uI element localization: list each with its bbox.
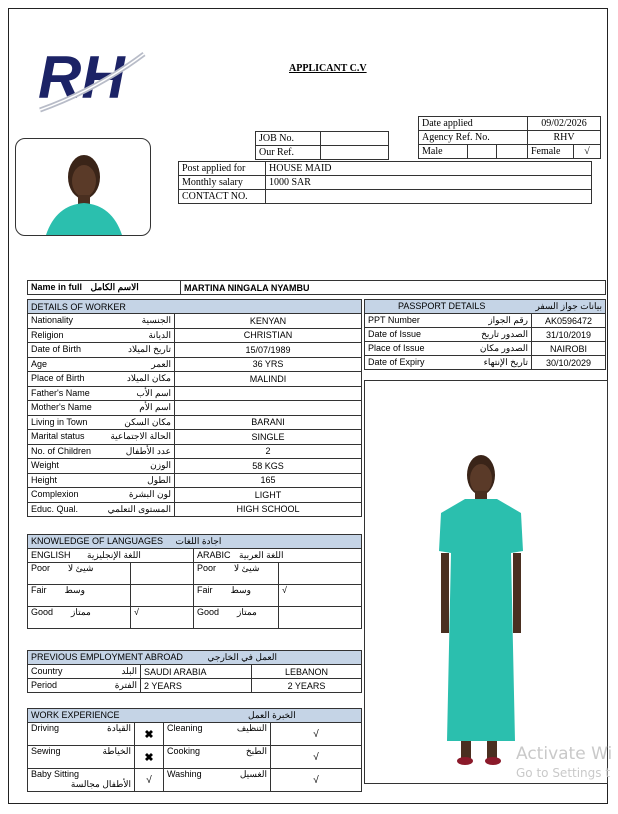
english-level-mark: √ bbox=[131, 607, 194, 629]
lang-level: Fair bbox=[197, 585, 213, 595]
worker-label: Educ. Qual. bbox=[31, 503, 79, 514]
language-row bbox=[28, 585, 362, 607]
skill-label: Cleaning bbox=[167, 723, 203, 733]
country-2: LEBANON bbox=[252, 665, 362, 679]
lang-level-ar: وسط bbox=[64, 585, 85, 595]
worker-row bbox=[28, 459, 362, 474]
applicant-photo-small bbox=[15, 138, 151, 236]
worker-label-cell bbox=[28, 401, 175, 416]
skill-label-ar: الخياطة bbox=[102, 746, 131, 756]
passport-row bbox=[365, 328, 606, 342]
skill-label-ar: الغسيل bbox=[239, 769, 267, 779]
lang-level: Poor bbox=[197, 563, 217, 573]
arabic-level-mark bbox=[279, 563, 362, 585]
period-1: 2 YEARS bbox=[141, 679, 252, 693]
country-label: Country bbox=[31, 666, 63, 676]
arabic-level-mark bbox=[279, 607, 362, 629]
passport-row bbox=[365, 356, 606, 370]
male-value bbox=[468, 145, 497, 159]
lang-level-ar: ممتاز bbox=[237, 607, 257, 617]
languages-table bbox=[27, 534, 362, 629]
contact-label: CONTACT NO. bbox=[179, 190, 266, 204]
passport-label: Date of Expiry bbox=[368, 357, 425, 367]
worker-label-ar: اسم الأم bbox=[139, 402, 171, 413]
worker-label: Father's Name bbox=[31, 387, 90, 398]
worker-label-cell bbox=[28, 415, 175, 430]
job-no-label: JOB No. bbox=[256, 132, 321, 146]
period-label-ar: الفترة bbox=[114, 680, 137, 690]
worker-label-ar: عدد الأطفال bbox=[125, 445, 171, 456]
worker-label: Height bbox=[31, 474, 58, 485]
worker-label-cell bbox=[28, 459, 175, 474]
date-applied-value: 09/02/2026 bbox=[528, 117, 601, 131]
worker-label-cell bbox=[28, 372, 175, 387]
lang-level: Poor bbox=[31, 563, 51, 573]
skill-label: Sewing bbox=[31, 746, 61, 756]
skill-label-ar: الأطفال مجالسة bbox=[70, 779, 131, 789]
passport-label-ar: الصدور مكان bbox=[479, 343, 528, 353]
date-applied-label: Date applied bbox=[419, 117, 528, 131]
activation-watermark bbox=[516, 744, 612, 780]
name-table bbox=[27, 280, 606, 295]
languages-header-ar: اجادة اللغات bbox=[175, 536, 222, 546]
worker-label: Age bbox=[31, 358, 48, 369]
passport-table bbox=[364, 299, 606, 370]
agency-ref-label: Agency Ref. No. bbox=[419, 131, 528, 145]
lang-level-ar: وسط bbox=[230, 585, 251, 595]
worker-label-cell bbox=[28, 343, 175, 358]
languages-header: KNOWLEDGE OF LANGUAGES bbox=[31, 536, 164, 546]
passport-label-cell bbox=[365, 328, 532, 342]
worker-label-cell bbox=[28, 357, 175, 372]
worker-row bbox=[28, 502, 362, 517]
skill-label: Washing bbox=[167, 769, 202, 779]
experience-row bbox=[28, 746, 362, 769]
skill-cell bbox=[164, 723, 271, 746]
job-ref-table bbox=[255, 131, 389, 160]
english-level-mark bbox=[131, 563, 194, 585]
lang-level-en-cell bbox=[28, 563, 131, 585]
passport-label-cell bbox=[365, 356, 532, 370]
worker-label-ar: مكان السكن bbox=[124, 416, 171, 427]
worker-label-cell bbox=[28, 488, 175, 503]
worker-label-cell bbox=[28, 328, 175, 343]
passport-value: 31/10/2019 bbox=[532, 328, 606, 342]
experience-header: WORK EXPERIENCE bbox=[31, 710, 120, 720]
lang-level-ar: ممتاز bbox=[71, 607, 91, 617]
worker-label-ar: لون البشرة bbox=[128, 489, 171, 500]
worker-label-ar: الطول bbox=[147, 474, 171, 485]
worker-row bbox=[28, 415, 362, 430]
worker-value bbox=[175, 401, 362, 416]
lang-level: Good bbox=[31, 607, 54, 617]
worker-value: CHRISTIAN bbox=[175, 328, 362, 343]
post-label: Post applied for bbox=[179, 162, 266, 176]
skill-mark: √ bbox=[135, 769, 164, 792]
worker-label-ar: اسم الأب bbox=[136, 387, 171, 398]
worker-label: Living in Town bbox=[31, 416, 88, 427]
document-title: APPLICANT C.V bbox=[289, 63, 367, 74]
employment-table bbox=[27, 650, 362, 693]
skill-label: Cooking bbox=[167, 746, 201, 756]
worker-label-ar: تاريخ الميلاد bbox=[128, 344, 171, 355]
skill-label: Baby Sitting bbox=[31, 769, 80, 779]
worker-row bbox=[28, 430, 362, 445]
worker-row bbox=[28, 488, 362, 503]
arabic-label: ARABIC bbox=[197, 550, 231, 560]
worker-label-cell bbox=[28, 444, 175, 459]
passport-header-ar: بيانات جواز السفر bbox=[535, 301, 602, 311]
skill-cell bbox=[164, 746, 271, 769]
passport-label: PPT Number bbox=[368, 315, 420, 325]
skill-label-ar: القيادة bbox=[107, 723, 131, 733]
passport-row bbox=[365, 342, 606, 356]
worker-value: 58 KGS bbox=[175, 459, 362, 474]
worker-row bbox=[28, 372, 362, 387]
worker-label: Nationality bbox=[31, 315, 74, 326]
arabic-level-mark: √ bbox=[279, 585, 362, 607]
worker-label-cell bbox=[28, 430, 175, 445]
arabic-label-ar: اللغة العربية bbox=[239, 550, 284, 560]
lang-level: Good bbox=[197, 607, 220, 617]
employment-header: PREVIOUS EMPLOYMENT ABROAD bbox=[31, 652, 183, 662]
passport-header: PASSPORT DETAILS bbox=[398, 301, 486, 311]
skill-label: Driving bbox=[31, 723, 60, 733]
skill-mark: ✖ bbox=[135, 723, 164, 746]
worker-row bbox=[28, 473, 362, 488]
passport-label-ar: الصدور تاريخ bbox=[481, 329, 528, 339]
english-label: ENGLISH bbox=[31, 550, 71, 560]
country-1: SAUDI ARABIA bbox=[141, 665, 252, 679]
lang-level-ar: شيئ لا bbox=[234, 563, 260, 573]
passport-label-cell bbox=[365, 342, 532, 356]
worker-label-ar: الجنسية bbox=[141, 315, 171, 326]
watermark-line2: Go to Settings t bbox=[516, 766, 611, 780]
lang-level-ar: شيئ لا bbox=[68, 563, 94, 573]
english-level-mark bbox=[131, 585, 194, 607]
skill-cell bbox=[28, 769, 135, 792]
lang-level-ar-cell bbox=[194, 585, 279, 607]
lang-level-en-cell bbox=[28, 585, 131, 607]
worker-value: 2 bbox=[175, 444, 362, 459]
worker-label-ar: المستوى التعلمي bbox=[107, 503, 171, 514]
worker-row bbox=[28, 314, 362, 329]
language-row bbox=[28, 563, 362, 585]
skill-mark: ✖ bbox=[135, 746, 164, 769]
passport-value: NAIROBI bbox=[532, 342, 606, 356]
worker-value: 36 YRS bbox=[175, 357, 362, 372]
female-value: √ bbox=[574, 145, 601, 159]
lang-level-ar-cell bbox=[194, 563, 279, 585]
worker-value: KENYAN bbox=[175, 314, 362, 329]
passport-label-cell bbox=[365, 314, 532, 328]
applicant-photo-full bbox=[364, 380, 608, 784]
worker-label-cell bbox=[28, 314, 175, 329]
worker-label: Weight bbox=[31, 460, 59, 471]
experience-row bbox=[28, 769, 362, 792]
worker-value: MALINDI bbox=[175, 372, 362, 387]
worker-label: Marital status bbox=[31, 431, 85, 442]
worker-row bbox=[28, 328, 362, 343]
worker-label-ar: الوزن bbox=[150, 460, 171, 471]
worker-label: No. of Children bbox=[31, 445, 92, 456]
lang-level-ar-cell bbox=[194, 607, 279, 629]
passport-label-ar: تاريخ الإنتهاء bbox=[483, 357, 528, 367]
worker-value: 15/07/1989 bbox=[175, 343, 362, 358]
skill-label-ar: التنظيف bbox=[236, 723, 267, 733]
period-2: 2 YEARS bbox=[252, 679, 362, 693]
skill-cell bbox=[28, 746, 135, 769]
female-label: Female bbox=[528, 145, 574, 159]
skill-mark: √ bbox=[271, 769, 362, 792]
worker-label: Date of Birth bbox=[31, 344, 82, 355]
worker-value: LIGHT bbox=[175, 488, 362, 503]
salary-label: Monthly salary bbox=[179, 176, 266, 190]
worker-label-ar: العمر bbox=[151, 358, 171, 369]
skill-label-ar: الطبخ bbox=[245, 746, 267, 756]
worker-value: BARANI bbox=[175, 415, 362, 430]
company-logo bbox=[36, 40, 148, 116]
lang-level: Fair bbox=[31, 585, 47, 595]
skill-mark: √ bbox=[271, 746, 362, 769]
worker-label: Mother's Name bbox=[31, 402, 92, 413]
passport-value: AK0596472 bbox=[532, 314, 606, 328]
period-label: Period bbox=[31, 680, 58, 690]
post-value: HOUSE MAID bbox=[266, 162, 592, 176]
skill-mark: √ bbox=[271, 723, 362, 746]
worker-row bbox=[28, 401, 362, 416]
passport-value: 30/10/2029 bbox=[532, 356, 606, 370]
agency-ref-value: RHV bbox=[528, 131, 601, 145]
passport-label: Date of Issue bbox=[368, 329, 422, 339]
experience-row bbox=[28, 723, 362, 746]
watermark-line1: Activate Wi bbox=[516, 744, 613, 764]
lang-level-en-cell bbox=[28, 607, 131, 629]
post-table bbox=[178, 161, 592, 204]
worker-value bbox=[175, 386, 362, 401]
job-no-value bbox=[321, 132, 389, 146]
name-label: Name in full bbox=[31, 282, 83, 292]
worker-details-table bbox=[27, 299, 362, 517]
country-label-ar: البلد bbox=[121, 666, 137, 676]
our-ref-label: Our Ref. bbox=[256, 146, 321, 160]
worker-label-ar: مكان الميلاد bbox=[126, 373, 171, 384]
worker-row bbox=[28, 357, 362, 372]
worker-label-cell bbox=[28, 473, 175, 488]
worker-label-cell bbox=[28, 502, 175, 517]
passport-label-ar: رقم الجواز bbox=[488, 315, 528, 325]
worker-value: 165 bbox=[175, 473, 362, 488]
worker-value: SINGLE bbox=[175, 430, 362, 445]
salary-value: 1000 SAR bbox=[266, 176, 592, 190]
worker-row bbox=[28, 386, 362, 401]
employment-header-ar: العمل في الخارجي bbox=[207, 652, 278, 662]
worker-value: HIGH SCHOOL bbox=[175, 502, 362, 517]
english-label-ar: اللغة الإنجليزية bbox=[87, 550, 141, 560]
worker-label-ar: الحالة الاجتماعية bbox=[110, 431, 171, 442]
male-label: Male bbox=[419, 145, 468, 159]
svg-text:RH: RH bbox=[38, 44, 125, 111]
worker-label: Complexion bbox=[31, 489, 79, 500]
worker-label: Religion bbox=[31, 329, 64, 340]
passport-row bbox=[365, 314, 606, 328]
worker-header: DETAILS OF WORKER bbox=[28, 300, 362, 314]
work-experience-table bbox=[27, 708, 362, 792]
skill-cell bbox=[28, 723, 135, 746]
contact-value bbox=[266, 190, 592, 204]
agency-ref-table bbox=[418, 116, 601, 159]
our-ref-value bbox=[321, 146, 389, 160]
worker-label-cell bbox=[28, 386, 175, 401]
experience-header-ar: الخبرة العمل bbox=[248, 710, 296, 720]
worker-row bbox=[28, 343, 362, 358]
skill-cell bbox=[164, 769, 271, 792]
worker-label-ar: الديانة bbox=[148, 329, 171, 340]
language-row bbox=[28, 607, 362, 629]
name-label-ar: الاسم الكامل bbox=[90, 282, 139, 292]
worker-label: Place of Birth bbox=[31, 373, 85, 384]
worker-row bbox=[28, 444, 362, 459]
name-value: MARTINA NINGALA NYAMBU bbox=[181, 281, 606, 295]
passport-label: Place of Issue bbox=[368, 343, 425, 353]
